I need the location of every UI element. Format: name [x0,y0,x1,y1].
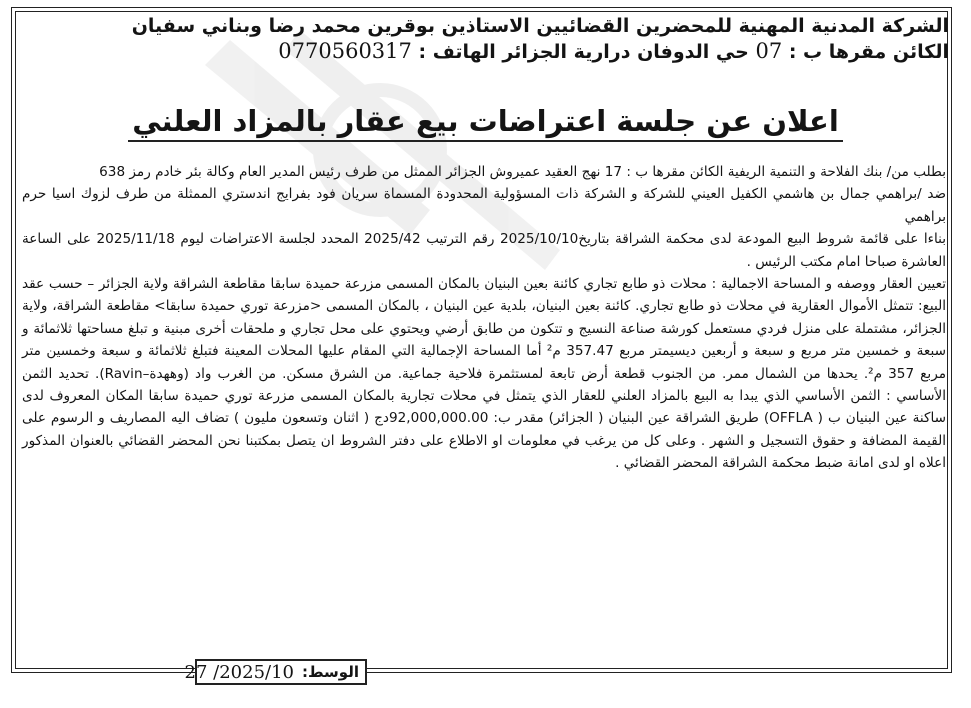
header-address-prefix: الكائن مقرها ب : [788,41,949,63]
paragraph-requester: بطلب من/ بنك الفلاحة و التنمية الريفية الكائن مقرها ب : 17 نهج العقيد عميروش الجزائر الممثل من طرف رئيس المدير العام وكالة بئر خادم رمز 638 [99,164,946,180]
bailiff-office-header [49,14,949,65]
publication-date-box [184,659,367,685]
header-line-office-name: الشركة المدنية المهنية للمحضرين القضائيين الاستاذين بوقرين محمد رضا وبناني سفيان [131,15,949,37]
notice-title-text: اعلان عن جلسة اعتراضات بيع عقار بالمزاد العلني [128,104,843,142]
publication-date: 2025/10/ 27 [184,661,294,683]
header-phone-number: 0770560317 [278,39,412,63]
newspaper-label: الوسط: [302,663,359,681]
notice-body [22,161,946,475]
paragraph-property-description: تعيين العقار ووصفه و المساحة الاجمالية : محلات ذو طابع تجاري كائنة بعين البنيان بالمكان المسمى مزرعة حميدة سابقا مقاطعة الشراقة ولاية الجزائر – حسب عقد البيع: تتمثل الأموال العقارية في محلات ذو طابع تجاري. كائنة بعين البنيان، بلدية عين البنيان ، بالمكان المسمى <مزرعة توري حميدة سابقا> مقاطعة الشراقة، ولاية الجزائر، مشتملة على منزل فردي مستعمل كورشة صناعة النسيج و تتكون من طابق أرضي ويحتوي على محل تجاري و ملحقات أخرى مبنية و تبلغ مساحتها ثلاثمائة و سبعة و خمسين متر مربع و سبعة و أربعين ديسيمتر مربع 357.47 م² أما المساحة الإجمالية التي المقام عليها المحلات المعينة فتبلغ ثلاثمائة و سبعة وخمسين متر مربع 357 م². يحدها من الشمال ممر. من الجنوب قطعة أرض تابعة لمستثمرة فلاحية جماعية. من الشرق مسكن. من الغرب واد (وههدة–Ravin). تحديد الثمن الأساسي : الثمن الأساسي الذي يبدا به البيع بالمزاد العلني للعقار الذي يتمثل في محلات تجارية بالمكان المسمى مزرعة توري حميدة سابقا المكان المعروف لدى ساكنة عين البنيان ب ( OFFLA) طريق الشراقة عين البنيان ( الجزائر) مقدر ب: 92,000,000.00دج ( اثنان وتسعون مليون ) تضاف اليه المصاريف و الرسوم على القيمة المضافة و حقوق التسجيل و الشهر . وعلى كل من يرغب في معلومات او الاطلاع على دفتر الشروط ان يتصل بمكتبنا نحن المحضر القضائي بالعنوان المذكور اعلاه او لدى امانة ضبط محكمة الشراقة المحضر القضائي . [22,276,946,472]
paragraph-hearing-details: بناءا على قائمة شروط البيع المودعة لدى محكمة الشراقة بتاريخ2025/10/10 رقم الترتيب 2025/42 المحدد لجلسة الاعتراضات ليوم 2025/11/18 على الساعة العاشرة صباحا امام مكتب الرئيس . [22,231,947,270]
notice-title [0,104,971,138]
header-line-address [49,39,949,65]
header-address-street: حي الدوفان درارية الجزائر الهاتف : [418,41,749,63]
paragraph-defendant: ضد /براهمي جمال بن هاشمي الكفيل العيني للشركة و الشركة ذات المسؤولية المحدودة المسماة سريان فود بفرايج اندستري الممثلة من طرف لزوك اسيا حرم براهمي [22,186,946,225]
header-address-number: 07 [755,39,783,63]
